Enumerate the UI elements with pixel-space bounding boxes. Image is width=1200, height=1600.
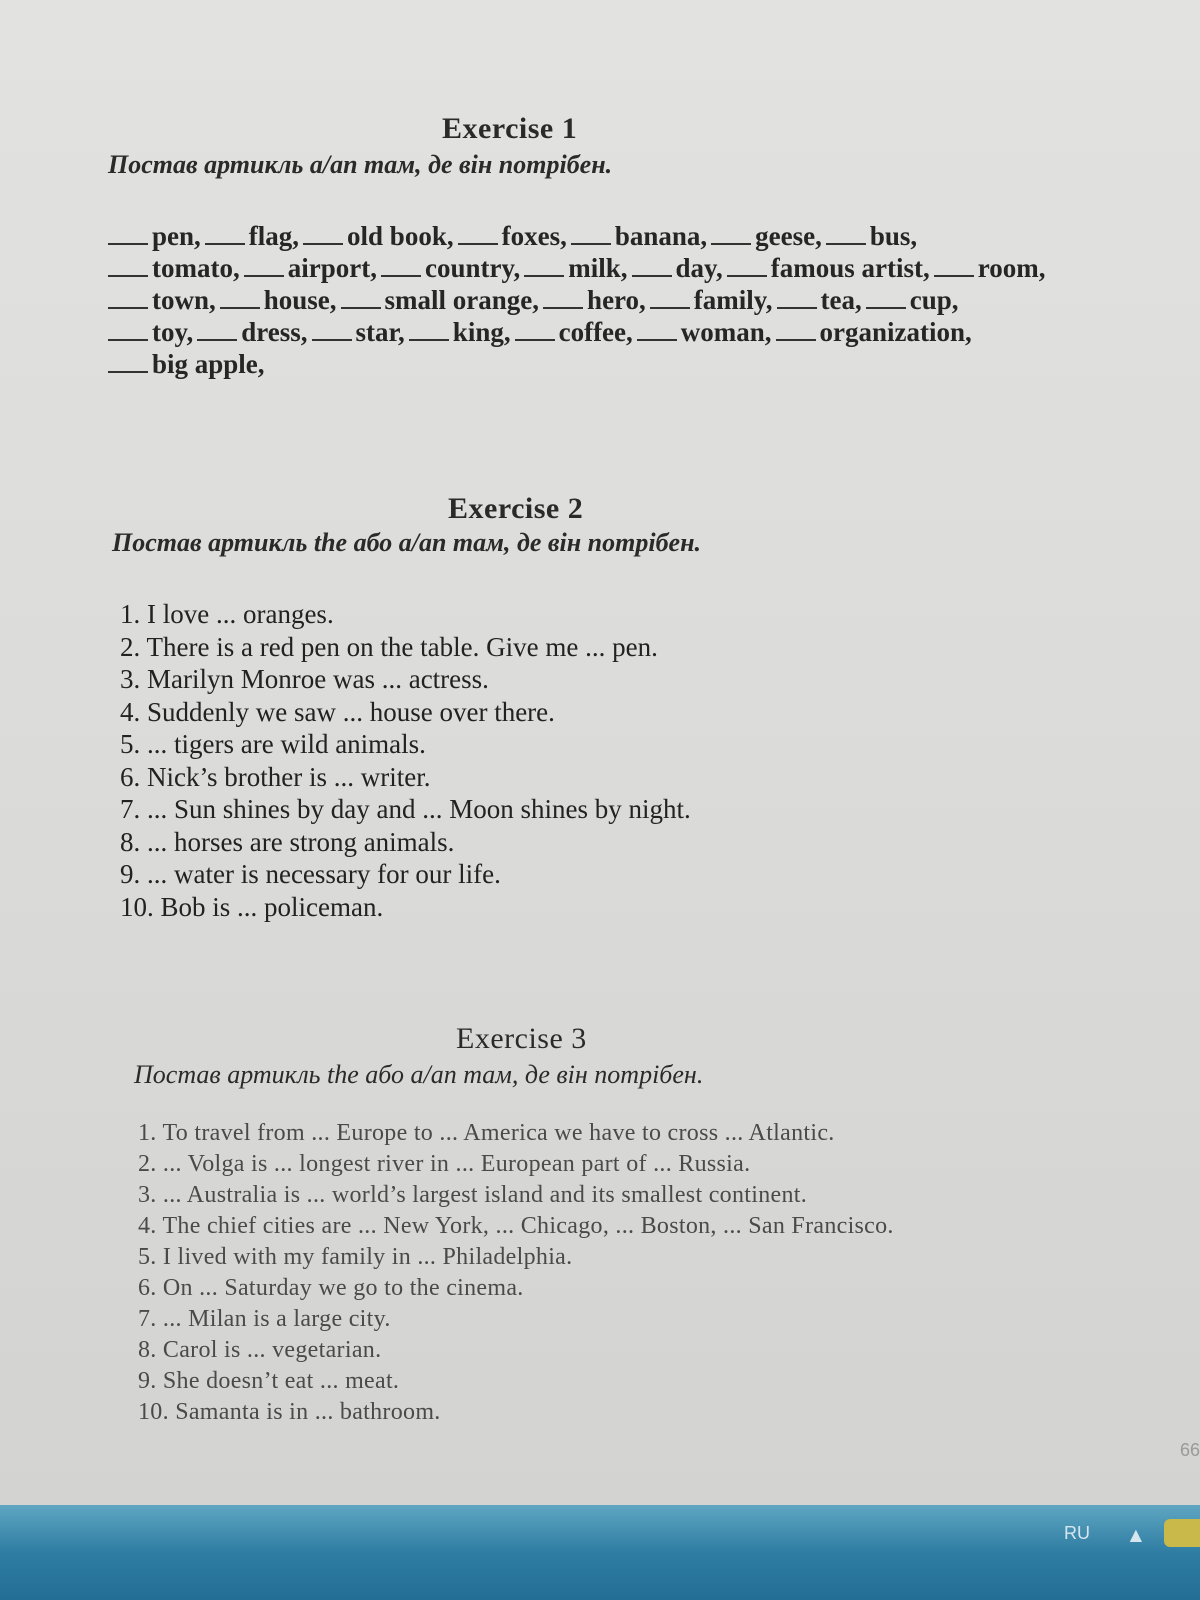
taskbar [0,1505,1200,1600]
exercise1-word: hero, [587,285,646,315]
answer-blank [650,289,690,309]
list-item: 10. Samanta is in ... bathroom. [138,1399,441,1425]
chevron-up-icon[interactable]: ▲ [1129,1525,1142,1544]
list-item: 2. There is a red pen on the table. Give me ... pen. [120,631,658,662]
list-item: 7. ... Sun shines by day and ... Moon shines by night. [120,794,691,824]
exercise1-word: big apple, [152,349,265,379]
exercise1-word: family, [693,285,773,315]
exercise1-word: day, [675,253,723,283]
answer-blank [571,225,611,245]
answer-blank [303,225,343,245]
exercise1-title: Exercise 1 [442,112,578,145]
answer-blank [524,257,564,277]
exercise1-line [108,220,921,252]
answer-blank [108,321,148,341]
list-item: 10. Bob is ... policeman. [120,891,384,922]
exercise1-word: old book, [347,221,454,251]
language-indicator[interactable]: RU [1064,1523,1090,1543]
list-item: 7. ... Milan is a large city. [138,1306,391,1332]
answer-blank [108,225,148,245]
exercise1-word: cup, [909,285,959,315]
answer-blank [637,321,677,341]
exercise1-word: house, [263,285,337,315]
answer-blank [244,257,284,277]
list-item: 4. The chief cities are ... New York, ... Chicago, ... Boston, ... San Francisco. [138,1213,894,1239]
list-item: 9. ... water is necessary for our life. [120,859,501,889]
list-item: 2. ... Volga is ... longest river in ... European part of ... Russia. [138,1151,751,1177]
exercise1-word: tomato, [152,253,240,283]
answer-blank [934,257,974,277]
exercise1-word: airport, [287,253,377,283]
list-item: 1. I love ... oranges. [120,599,334,629]
list-item: 5. I lived with my family in ... Philadelphia. [138,1244,573,1270]
exercise1-line [108,284,963,316]
list-item: 8. Carol is ... vegetarian. [138,1337,382,1363]
answer-blank [826,225,866,245]
list-item: 8. ... horses are strong animals. [120,826,455,857]
answer-blank [727,257,767,277]
answer-blank [632,257,672,277]
exercise1-line [108,316,976,348]
answer-blank [312,321,352,341]
list-item: 4. Suddenly we saw ... house over there. [120,696,555,727]
exercise1-word: tea, [820,285,862,315]
list-item: 1. To travel from ... Europe to ... America we have to cross ... Atlantic. [138,1120,835,1146]
answer-blank [341,289,381,309]
answer-blank [205,225,245,245]
answer-blank [220,289,260,309]
answer-blank [777,289,817,309]
exercise2-list [120,598,691,923]
answer-blank [543,289,583,309]
exercise1-word: coffee, [558,317,633,347]
exercise1-word: king, [452,317,511,347]
answer-blank [515,321,555,341]
list-item: 9. She doesn’t eat ... meat. [138,1368,400,1394]
exercise1-word: star, [355,317,405,347]
answer-blank [776,321,816,341]
exercise2-instruction: Постав артикль the або a/an там, де він потрібен. [112,528,702,557]
page-edge-number: 66 [1179,1440,1200,1460]
answer-blank [866,289,906,309]
exercise1-word: flag, [248,221,300,251]
exercise1-line [108,252,1050,284]
exercise1-word: country, [424,253,521,283]
answer-blank [381,257,421,277]
exercise3-list [138,1118,894,1428]
list-item: 6. On ... Saturday we go to the cinema. [138,1275,524,1301]
answer-blank [108,353,148,373]
exercise1-word: toy, [152,317,194,347]
list-item: 6. Nick’s brother is ... writer. [120,761,431,792]
exercise1-word: organization, [819,317,972,347]
exercise3-title: Exercise 3 [456,1022,587,1055]
answer-blank [108,289,148,309]
exercise1-instruction: Постав артикль a/an там, де він потрібен. [108,150,613,179]
exercise1-word: room, [977,253,1046,283]
exercise3-instruction: Постав артикль the або a/an там, де він потрібен. [134,1060,704,1089]
answer-blank [197,321,237,341]
exercise1-word: geese, [755,221,822,251]
answer-blank [458,225,498,245]
exercise1-word: pen, [152,221,201,251]
exercise1-word: small orange, [384,285,540,315]
exercise1-word: banana, [614,221,708,251]
exercise1-word: woman, [680,317,772,347]
answer-blank [711,225,751,245]
exercise1-word: town, [152,285,216,315]
list-item: 3. Marilyn Monroe was ... actress. [120,664,489,694]
tray-app-icon[interactable] [1164,1519,1200,1547]
exercise1-line [108,348,269,380]
answer-blank [108,257,148,277]
answer-blank [409,321,449,341]
exercise1-word: bus, [869,221,918,251]
exercise1-word: milk, [568,253,628,283]
list-item: 3. ... Australia is ... world’s largest island and its smallest continent. [138,1182,808,1208]
list-item: 5. ... tigers are wild animals. [120,729,426,759]
exercise1-word: dress, [241,317,308,347]
exercise1-word: famous artist, [770,253,930,283]
exercise2-title: Exercise 2 [448,492,584,525]
exercise1-word: foxes, [501,221,567,251]
